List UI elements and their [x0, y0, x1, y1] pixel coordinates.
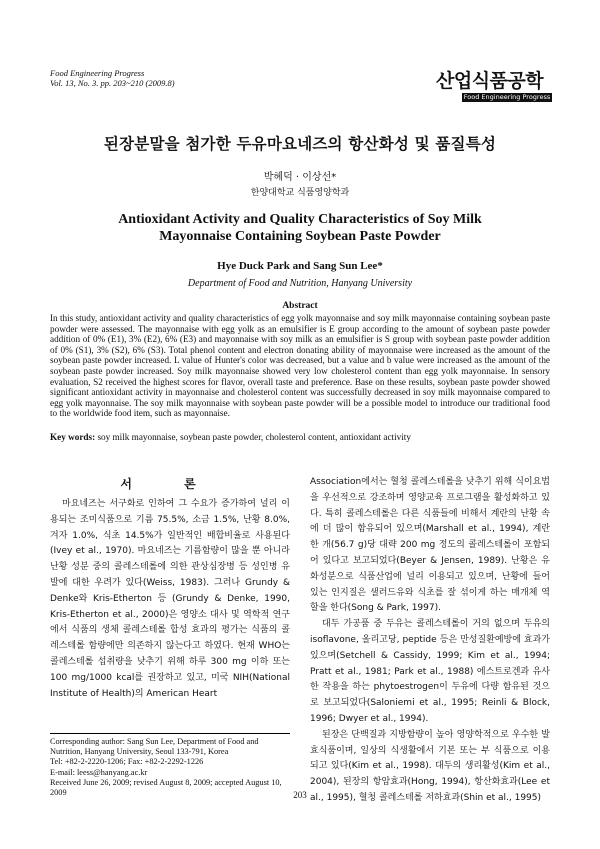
title-english: [0, 211, 600, 245]
keywords: [50, 432, 550, 442]
intro-paragraph-3: 대두 가공품 중 두유는 콜레스테롤이 거의 없으며 두유의 isoflavone, 올리고당, peptide 등은 만성질환예방에 효과가 있으며(Setchell & Cassidy, 1999; Kim et al., 1994; Pratt et al., 1981; Park et al., 1988) 에스트로겐과 유사한 작용을 하는 phytoestrogen이 두유에 다량 함유된 것으로 보고되었다(Saloniemi et al., 1995; Reinli & Block, 1996; Dwyer et al., 1994).: [310, 619, 550, 724]
affiliation-korean: 한양대학교 식품영양학과: [250, 188, 350, 198]
section-title-introduction: 서 론: [120, 477, 220, 491]
correspondence-dates: Received June 26, 2009; revised August 8, 2009; accepted August 10, 2009: [50, 777, 282, 798]
correspondence-phone: Tel: +82-2-2220-1206; Fax: +82-2-2292-1226: [50, 757, 204, 767]
logo-korean: 산업식품공학: [436, 70, 544, 92]
page-number: 203: [293, 790, 307, 800]
title-english-line2: Mayonnaise Containing Soybean Paste Powder: [159, 229, 441, 244]
affiliation-english: Department of Food and Nutrition, Hanyang University: [187, 278, 413, 289]
correspondence-footnote: [50, 733, 290, 798]
left-column: [50, 475, 290, 702]
right-column: [310, 475, 550, 807]
title-english-line1: Antioxidant Activity and Quality Characteristics of Soy Milk: [118, 212, 482, 227]
journal-header: [50, 68, 175, 88]
correspondence-author: Corresponding author: Sang Sun Lee, Department of Food and Nutrition, Hanyang University, Seoul 133-791, Korea: [50, 737, 259, 757]
keywords-label: Key words:: [50, 432, 96, 442]
journal-name: Food Engineering Progress: [50, 68, 145, 78]
authors-korean: 박혜덕 · 이상선*: [263, 172, 337, 183]
abstract-heading: Abstract: [282, 301, 318, 311]
abstract-text: In this study, antioxidant activity and quality characteristics of egg yolk mayonnaise and soy milk mayonnaise containing soybean paste powder were assessed. The mayonnaise with egg yolk as an emulsifier is E group according to the amount of soybean paste powder addition of 0% (E1), 3% (E2), 6% (E3) and mayonnaise with soy milk as an emulsifier is S group with soybean paste powder addition of 0% (S1), 3% (S2), 6% (S3). Total phenol content and electron donating ability of mayonnaise were increased as the amount of the soybean paste powder increased. L value of Hunter's color was decreased, but a value and b value were increased as the amount of the soybean paste powder increased. Soy milk mayonnaise showed very low cholesterol content than egg yolk mayonnaise. In sensory evaluation, S2 received the highest scores for flavor, overall taste and preference. Base on these results, soybean paste powder showed significant antioxidant activity in mayonnaise and cholesterol content was successfully decreased in soy milk mayonnaise compared to egg yolk mayonnaise. The soy milk mayonnaise with soybean paste powder will be a possible model to introduce our traditional food to the worldwide food item, such as mayonnaise.: [50, 313, 550, 419]
journal-citation: Vol. 13, No. 3. pp. 203~210 (2009.8): [50, 78, 175, 88]
correspondence-email: E-mail: leess@hanyang.ac.kr: [50, 767, 148, 777]
intro-paragraph-2: Association에서는 혈청 콜레스테롤을 낮추기 위해 식이요법을 우선적으로 강조하며 영양교육 프로그램을 활성화하고 있다. 특히 콜레스테롤은 다른 식품들에 비해서 계란의 난황 속에 더 많이 함유되어 있으며(Marshall et al., 1994), 계란 한 개(56.7 g)당 대략 200 mg 정도의 콜레스테롤이 포함되어 있다고 보고되었다(Beyer & Jensen, 1989). 난황은 유화성분으로 식품산업에 널리 이용되고 있으며, 난황에 들어 있는 인지질은 샐러드유와 식초를 잘 섞이게 하는 매개체 역할을 한다(Song & Park, 1997).: [310, 477, 550, 614]
title-korean: 된장분말을 첨가한 두유마요네즈의 항산화성 및 품질특성: [103, 135, 497, 153]
intro-paragraph-4: 된장은 단백질과 지방함량이 높아 영양학적으로 우수한 발효식품이며, 일상의 식생활에서 기본 또는 부 식품으로 이용되고 있다(Kim et al., 1998). 대두의 생리활성(Kim et al., 2004), 된장의 항암효과(Hong, 1994), 항산화효과(Lee et al., 1995), 혈청 콜레스테롤 저하효과(Shin et al., 1995): [310, 729, 550, 803]
authors-english: Hye Duck Park and Sang Sun Lee*: [217, 260, 383, 272]
intro-paragraph-1: 마요네즈는 서구화로 인하여 그 수요가 증가하여 널리 이용되는 조미식품으로 기름 75.5%, 소금 1.5%, 난황 8.0%, 겨자 1.0%, 식초 14.5%가 일반적인 배합비율로 사용된다(Ivey et al., 1970). 마요네즈는 기름함량이 많을 뿐 아니라 난황 성분 중의 콜레스테롤에 의한 관상심장병 등 성인병 유발에 대한 우려가 있다(Weiss, 1983). 그러나 Grundy & Denke와 Kris-Etherton 등 (Grundy & Denke, 1990, Kris-Etherton et al., 2000)은 영양소 대사 및 역학적 연구에서 식품의 생체 콜레스테롤 합성 효과의 평가는 식품의 콜레스테롤 함량에만 의존하지 않는다고 하였다. 현재 WHO는 콜레스테롤 섭취량을 낮추기 위해 하루 300 mg 이하 또는 100 mg/1000 kcal를 권장하고 있고, 미국 NIH(National Institute of Health)의 American Heart: [50, 499, 290, 699]
logo-english: Food Engineering Progress: [463, 93, 551, 101]
journal-logo: [436, 66, 554, 110]
keywords-list: soy milk mayonnaise, soybean paste powder, cholesterol content, antioxidant activity: [95, 432, 411, 442]
